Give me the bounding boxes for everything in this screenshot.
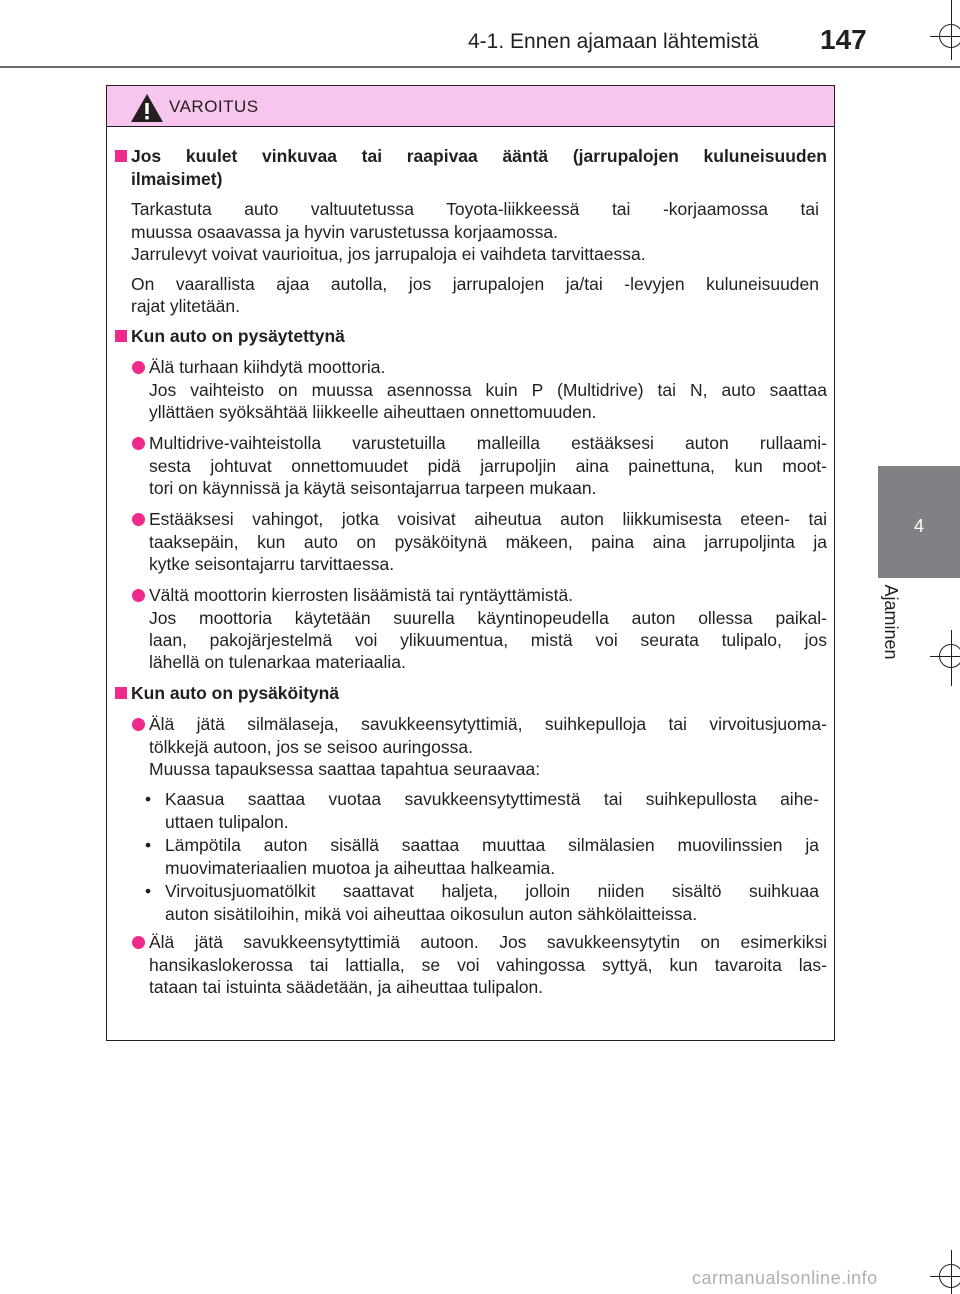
list-item-line: tölkkejä autoon, jos se seisoo auringossa. — [149, 737, 473, 757]
list-item-line: Jos moottoria käytetään suurella käyntinopeudella auton ollessa paikal- — [149, 608, 827, 628]
list-item-line: Älä jätä savukkeensytyttimiä autoon. Jos savukkeensytytin on esimerkiksi — [149, 932, 827, 952]
list-item-line: Jos vaihteisto on muussa asennossa kuin P (Multidrive) tai N, auto saattaa — [149, 380, 827, 400]
list-item-line: yllättäen syöksähtää liikkeelle aiheuttaen onnettomuuden. — [149, 402, 597, 422]
section-heading: Kun auto on pysäytettynä — [131, 326, 345, 346]
sub-bullet-line: muovimateriaalien muotoa ja aiheuttaa halkeamia. — [165, 858, 556, 878]
warning-triangle-icon — [129, 92, 165, 124]
list-item-line: Älä turhaan kiihdytä moottoria. — [149, 357, 386, 377]
section-marker-icon — [115, 687, 127, 699]
bullet-dot-icon — [132, 589, 145, 602]
list-item-line: tori on käynnissä ja käytä seisontajarrua tarpeen mukaan. — [149, 478, 597, 498]
sub-bullet-icon: • — [145, 881, 152, 901]
crop-mark-top — [939, 24, 960, 48]
bullet-dot-icon — [132, 936, 145, 949]
list-item-line: lähellä on tulenarkaa materiaalia. — [149, 652, 406, 672]
section-heading: Jos kuulet vinkuvaa tai raapivaa ääntä (jarrupalojen kuluneisuuden — [131, 146, 827, 166]
footer-watermark: carmanualsonline.info — [692, 1268, 878, 1288]
list-item-line: Vältä moottorin kierrosten lisäämistä tai ryntäyttämistä. — [149, 585, 574, 605]
list-item-line: taaksepäin, kun auto on pysäköitynä mäkeen, paina aina jarrupoljinta ja — [149, 532, 827, 552]
bullet-dot-icon — [132, 718, 145, 731]
chapter-label: Ajaminen — [881, 584, 901, 660]
list-item-line: kytke seisontajarru tarvittaessa. — [149, 554, 395, 574]
sub-bullet-line: uttaen tulipalon. — [165, 812, 289, 832]
sub-bullet-line: Virvoitusjuomatölkit saattavat haljeta, jolloin niiden sisältö suihkuaa — [165, 881, 819, 901]
section-heading: ilmaisimet) — [131, 169, 223, 189]
sub-bullet-icon: • — [145, 835, 152, 855]
bullet-dot-icon — [132, 437, 145, 450]
list-item-line: Muussa tapauksessa saattaa tapahtua seuraavaa: — [149, 759, 541, 779]
page-number: 147 — [820, 24, 867, 55]
crop-mark-bottom — [939, 1264, 960, 1288]
list-item-line: sesta johtuvat onnettomuudet pidä jarrupoljin aina painettuna, kun moot- — [149, 456, 827, 476]
bullet-dot-icon — [132, 361, 145, 374]
sub-bullet-line: auton sisätiloihin, mikä voi aiheuttaa oikosulun auton sähkölaitteissa. — [165, 904, 698, 924]
chapter-number: 4 — [913, 516, 924, 536]
warning-title: VAROITUS — [169, 97, 259, 116]
warning-header — [107, 86, 834, 127]
section-heading: Kun auto on pysäköitynä — [131, 683, 340, 703]
bullet-dot-icon — [132, 513, 145, 526]
section-title: 4-1. Ennen ajamaan lähtemistä — [468, 30, 759, 53]
header-rule — [0, 66, 960, 68]
sub-bullet-icon: • — [145, 789, 152, 809]
crop-mark-middle — [939, 644, 960, 668]
list-item-line: tataan tai istuinta säädetään, ja aiheuttaa tulipalon. — [149, 977, 544, 997]
section-marker-icon — [115, 330, 127, 342]
warning-box — [106, 85, 835, 1041]
sub-bullet-line: Kaasua saattaa vuotaa savukkeensytyttimestä tai suihkepullosta aihe- — [165, 789, 819, 809]
list-item-line: Multidrive-vaihteistolla varustetuilla malleilla estääksesi auton rullaami- — [149, 433, 827, 453]
chapter-tab — [878, 466, 960, 578]
paragraph-line: rajat ylitetään. — [131, 296, 240, 316]
paragraph-line: Tarkastuta auto valtuutetussa Toyota-liikkeessä tai -korjaamossa tai — [131, 199, 819, 219]
paragraph-line: Jarrulevyt voivat vaurioitua, jos jarrupaloja ei vaihdeta tarvittaessa. — [131, 244, 646, 264]
list-item-line: hansikaslokerossa tai lattialla, se voi vahingossa syttyä, kun tavaroita las- — [149, 955, 827, 975]
list-item-line: Älä jätä silmälaseja, savukkeensytyttimiä, suihkepulloja tai virvoitusjuoma- — [149, 714, 827, 734]
paragraph-line: On vaarallista ajaa autolla, jos jarrupalojen ja/tai -levyjen kuluneisuuden — [131, 274, 819, 294]
sub-bullet-line: Lämpötila auton sisällä saattaa muuttaa silmälasien muovilinssien ja — [165, 835, 819, 855]
list-item-line: laan, pakojärjestelmä voi ylikuumentua, mistä voi seurata tulipalo, jos — [149, 630, 827, 650]
paragraph-line: muussa osaavassa ja hyvin varustetussa korjaamossa. — [131, 222, 559, 242]
list-item-line: Estääksesi vahingot, jotka voisivat aiheutua auton liikkumisesta eteen- tai — [149, 509, 827, 529]
section-marker-icon — [115, 150, 127, 162]
